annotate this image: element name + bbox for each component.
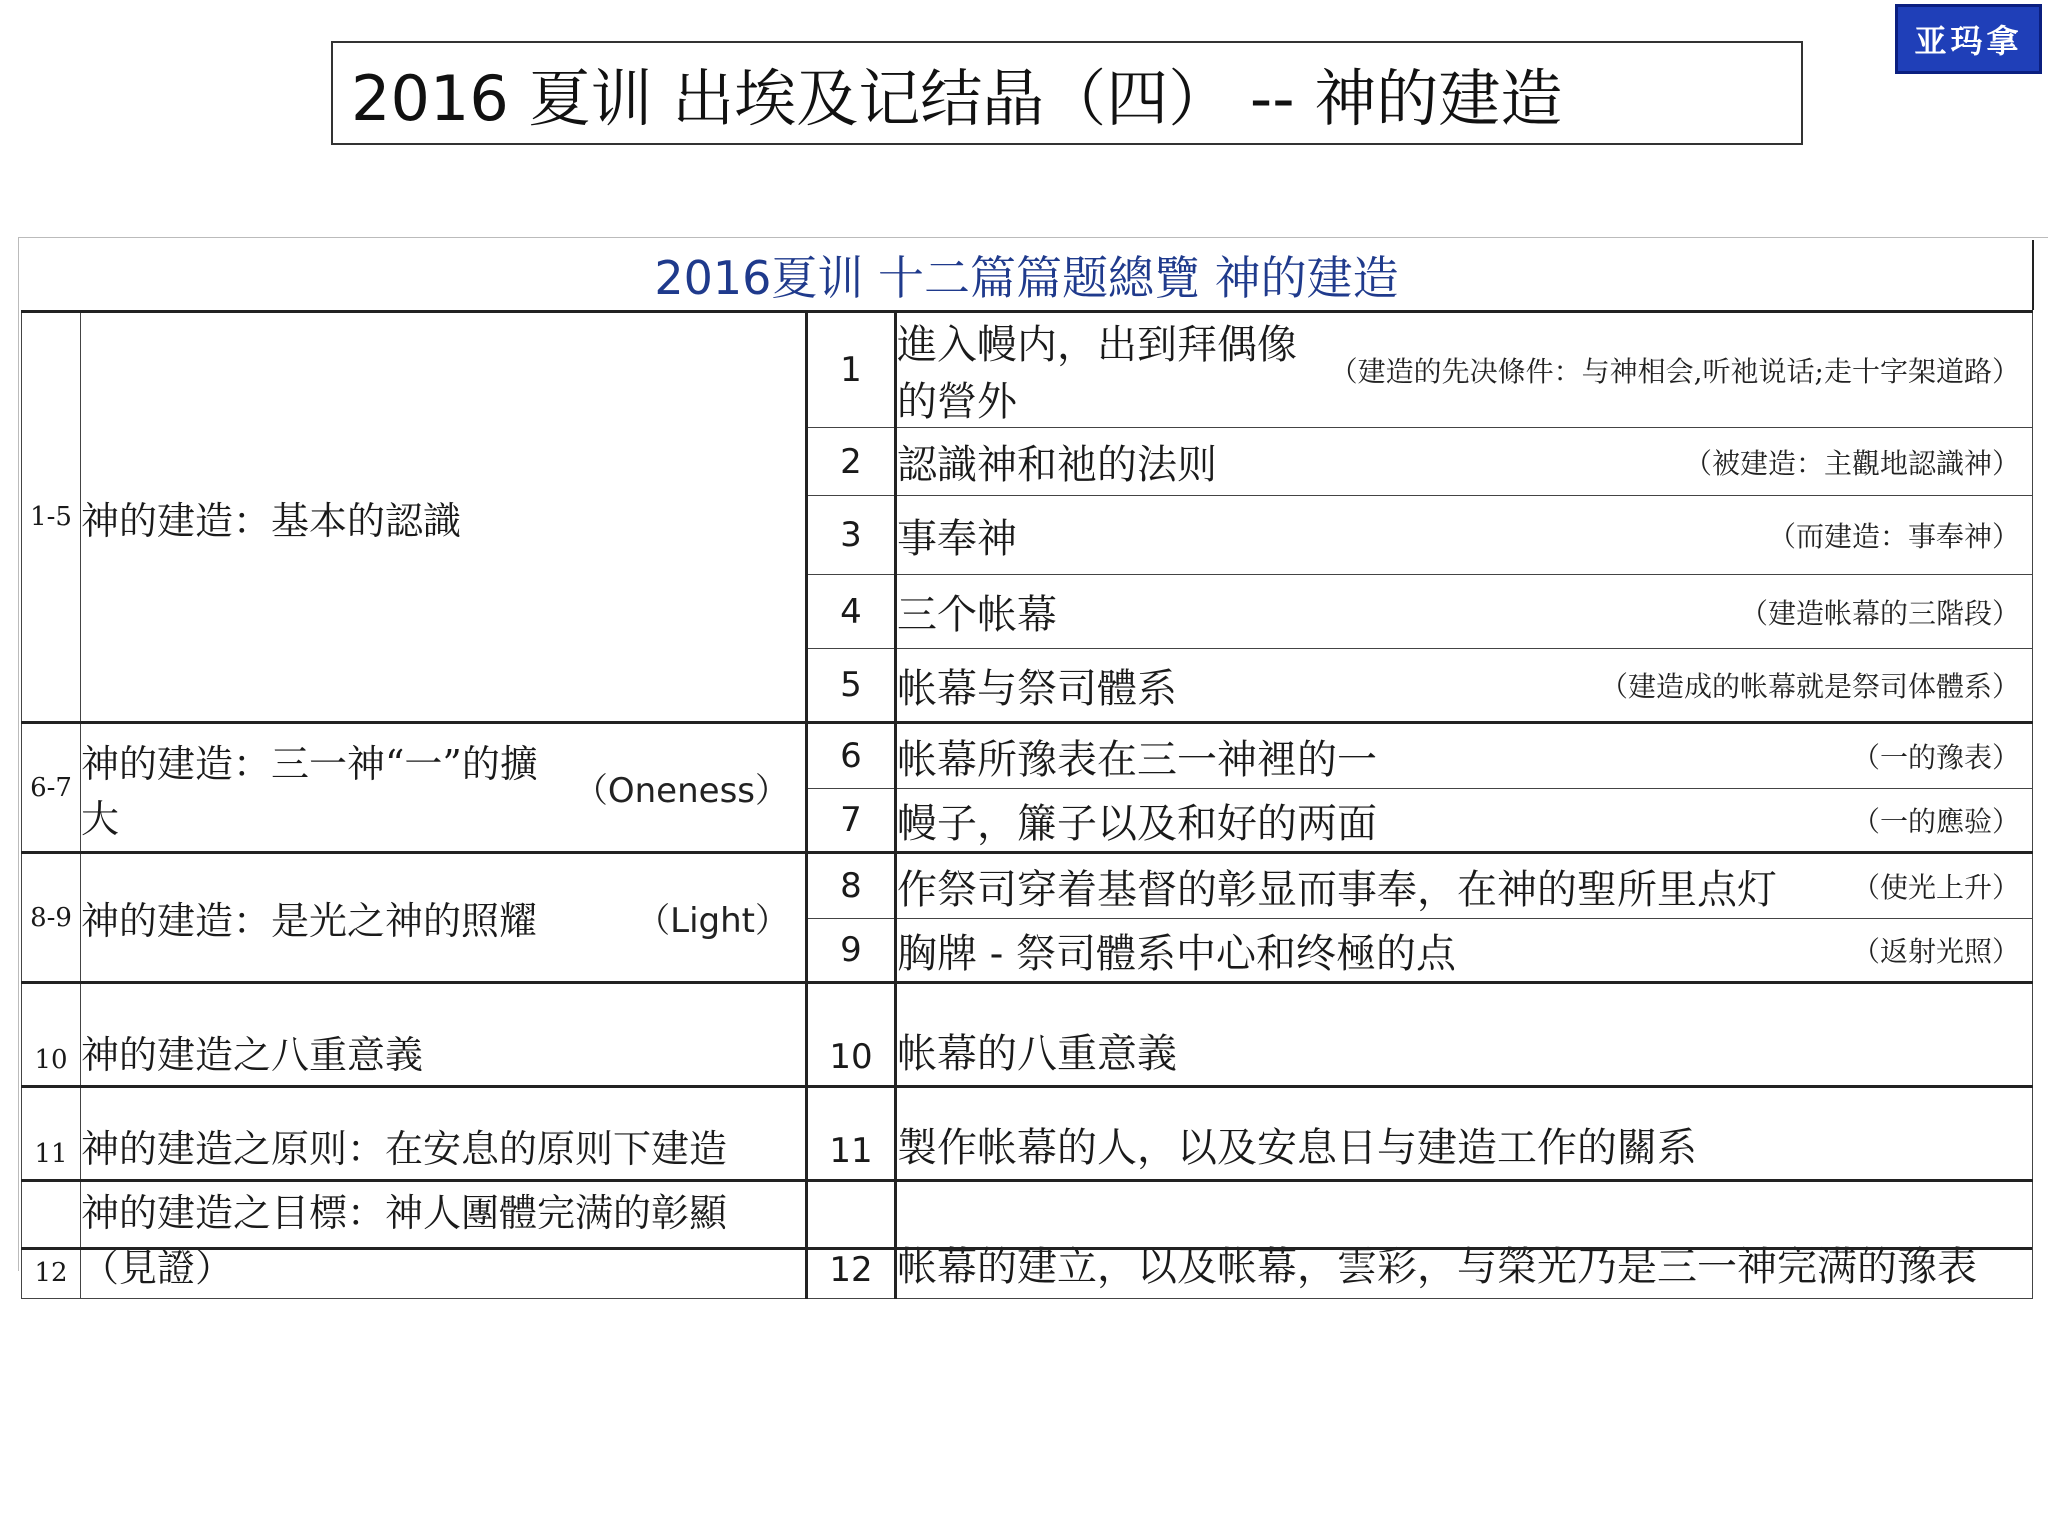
group-range: 1-5 (22, 312, 81, 723)
group-topic: 神的建造之目標：神人團體完满的彰顯（見證） (81, 1191, 728, 1290)
message-number: 1 (807, 312, 896, 428)
message-title: 認識神和祂的法则 (897, 442, 1217, 488)
message-note: （被建造：主觀地認識神） (1683, 446, 2020, 480)
message-title: 事奉神 (897, 515, 1017, 562)
table-row (22, 983, 2033, 1087)
table-row (22, 1181, 2033, 1299)
message-cell (896, 983, 2033, 1087)
message-title: 帐幕的建立，以及帐幕，雲彩，与榮光乃是三一神完满的豫表 (897, 1244, 1977, 1290)
message-cell (896, 312, 2033, 428)
group-topic-cell (81, 853, 807, 983)
group-topic: 神的建造之原则：在安息的原则下建造 (81, 1127, 728, 1171)
message-note: （使光上升） (1851, 871, 2020, 904)
table-row (22, 853, 2033, 919)
amana-logo: 亚玛拿 (1895, 4, 2042, 74)
message-title: 幔子，簾子以及和好的两面 (897, 800, 1377, 847)
message-cell (896, 496, 2033, 575)
page-title: 2016 夏训 出埃及记结晶（四） -- 神的建造 (331, 41, 1803, 145)
group-topic-cell (81, 312, 807, 723)
message-cell (896, 853, 2033, 919)
group-topic: 神的建造：基本的認識 (81, 498, 462, 543)
group-topic-tag: （Oneness） (573, 771, 789, 811)
message-number: 6 (807, 723, 896, 789)
message-number: 2 (807, 428, 896, 496)
message-cell (896, 649, 2033, 723)
table-row (22, 1087, 2033, 1181)
message-title: 帐幕所豫表在三一神裡的一 (897, 736, 1377, 783)
message-number: 9 (807, 919, 896, 983)
table-row (22, 312, 2033, 428)
message-title: 製作帐幕的人，以及安息日与建造工作的關系 (897, 1125, 1697, 1171)
group-range: 8-9 (22, 853, 81, 983)
group-topic-tag: （Light） (636, 901, 789, 941)
message-number: 11 (807, 1087, 896, 1181)
group-topic: 神的建造之八重意義 (81, 1033, 424, 1077)
message-number: 5 (807, 649, 896, 723)
message-note: （建造成的帐幕就是祭司体體系） (1599, 670, 2020, 703)
message-number: 10 (807, 983, 896, 1087)
message-number: 3 (807, 496, 896, 575)
group-range: 6-7 (22, 723, 81, 853)
group-topic: 神的建造：三一神“一”的擴大 (81, 741, 538, 841)
message-number: 4 (807, 575, 896, 649)
message-note: （返射光照） (1851, 935, 2020, 968)
message-note: （建造帐幕的三階段） (1739, 596, 2020, 630)
message-title: 三个帐幕 (897, 592, 1057, 638)
message-title: 帐幕与祭司體系 (897, 665, 1177, 712)
group-topic-cell (81, 723, 807, 853)
group-topic-cell (81, 1181, 807, 1299)
group-range: 11 (22, 1087, 81, 1181)
group-range: 12 (22, 1181, 81, 1299)
message-note: （而建造：事奉神） (1767, 520, 2020, 553)
message-note: （建造的先决條件：与神相会,听祂说话;走十字架道路） (1329, 355, 2020, 388)
message-number: 7 (807, 789, 896, 853)
table-row (22, 723, 2033, 789)
group-topic: 神的建造：是光之神的照耀 (81, 899, 538, 943)
message-cell (896, 919, 2033, 983)
message-cell (896, 1181, 2033, 1299)
message-title: 作祭司穿着基督的彰显而事奉，在神的聖所里点灯 (897, 866, 1777, 913)
group-topic-cell (81, 983, 807, 1087)
message-note: （一的豫表） (1851, 741, 2020, 774)
overview-table-body (22, 312, 2033, 1299)
group-range: 10 (22, 983, 81, 1087)
message-title: 胸牌 - 祭司體系中心和终極的点 (897, 930, 1456, 977)
overview-table (21, 310, 2033, 1299)
message-cell (896, 789, 2033, 853)
message-cell (896, 723, 2033, 789)
message-title: 帐幕的八重意義 (897, 1031, 1177, 1077)
message-number: 8 (807, 853, 896, 919)
message-cell (896, 575, 2033, 649)
message-title: 進入幔内，出到拜偶像的營外 (897, 322, 1297, 425)
message-number: 12 (807, 1181, 896, 1299)
group-topic-cell (81, 1087, 807, 1181)
message-cell (896, 428, 2033, 496)
message-note: （一的應验） (1851, 805, 2020, 838)
table-bottom-border (21, 1247, 2032, 1250)
overview-title: 2016夏训 十二篇篇题總覽 神的建造 (21, 240, 2034, 310)
message-cell (896, 1087, 2033, 1181)
